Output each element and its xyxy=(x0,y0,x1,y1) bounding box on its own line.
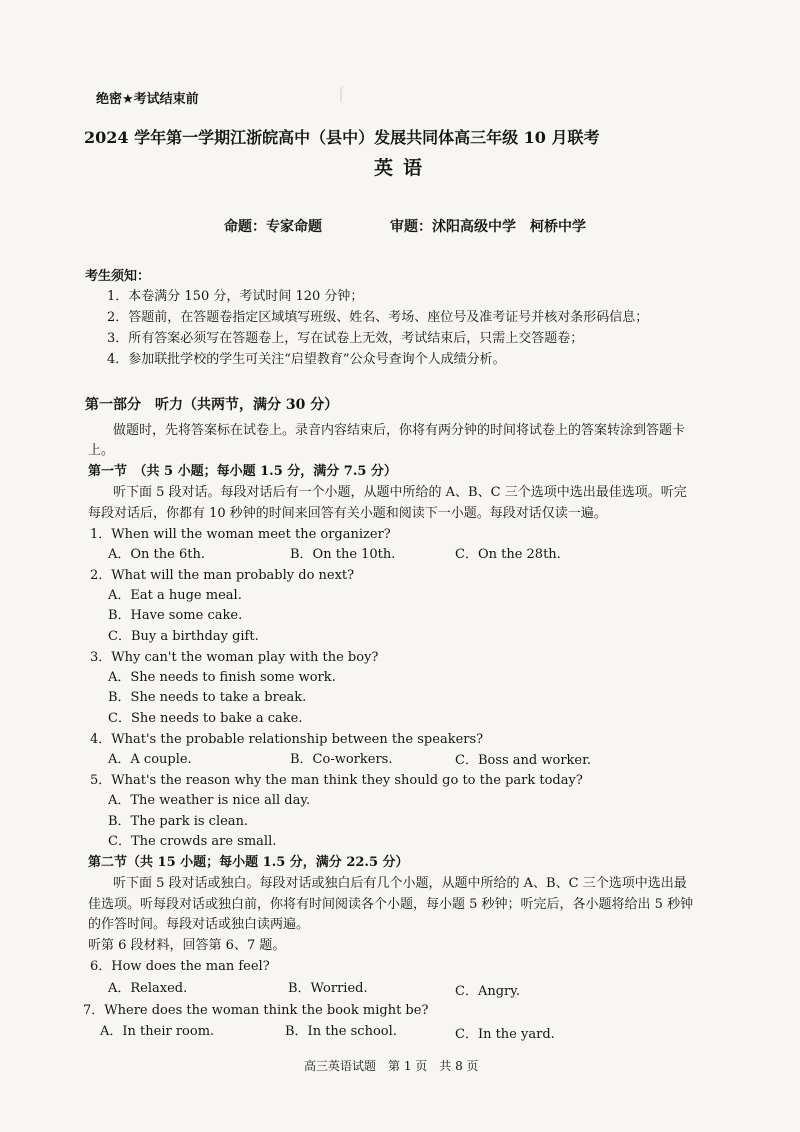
confidential-label: 绝密★考试结束前 xyxy=(96,92,199,107)
question-7-stem: 7．Where does the woman think the book might be? xyxy=(83,1003,429,1018)
question-7-option-c: C．In the yard. xyxy=(455,1027,555,1042)
authors-right: 审题：沭阳高级中学 柯桥中学 xyxy=(390,219,586,235)
question-7-option-a: A．In their room. xyxy=(100,1024,215,1039)
question-3-option-b: B．She needs to take a break. xyxy=(108,690,307,705)
part1-heading: 第一部分 听力（共两节，满分 30 分） xyxy=(85,397,339,413)
question-2-option-b: B．Have some cake. xyxy=(108,608,243,623)
page-footer: 高三英语试题 第 1 页 共 8 页 xyxy=(304,1059,479,1073)
question-6-option-c: C．Angry. xyxy=(455,984,520,999)
question-5-option-c: C．The crowds are small. xyxy=(108,834,277,849)
question-4-stem: 4．What's the probable relationship between the speakers? xyxy=(90,732,484,747)
question-1-option-c: C．On the 28th. xyxy=(455,547,561,562)
question-2-stem: 2．What will the man probably do next? xyxy=(90,568,355,583)
section2-intro-line3: 的作答时间。每段对话或独白读两遍。 xyxy=(88,917,310,932)
question-1-option-b: B．On the 10th. xyxy=(290,547,396,562)
exam-title: 2024 学年第一学期江浙皖高中（县中）发展共同体高三年级 10 月联考 xyxy=(84,128,600,147)
question-2-option-c: C．Buy a birthday gift. xyxy=(108,629,259,644)
part1-intro-line1: 做题时，先将答案标在试卷上。录音内容结束后，你将有两分钟的时间将试卷上的答案转涂到答题卡 xyxy=(113,423,686,438)
question-6-option-b: B．Worried. xyxy=(288,981,368,996)
question-4-option-b: B．Co-workers. xyxy=(290,752,393,767)
section2-intro-line2: 佳选项。听每段对话或独白前，你将有时间阅读各个小题，每小题 5 秒钟；听完后，各小题将给出 5 秒钟 xyxy=(88,897,694,912)
question-3-stem: 3．Why can't the woman play with the boy? xyxy=(90,650,379,665)
section2-heading: 第二节（共 15 小题；每小题 1.5 分，满分 22.5 分） xyxy=(88,855,409,870)
question-5-option-b: B．The park is clean. xyxy=(108,814,249,829)
question-1-stem: 1．When will the woman meet the organizer? xyxy=(90,527,391,542)
question-5-option-a: A．The weather is nice all day. xyxy=(108,793,311,808)
notice-item: 1．本卷满分 150 分，考试时间 120 分钟； xyxy=(107,289,364,304)
question-5-stem: 5．What's the reason why the man think they should go to the park today? xyxy=(90,773,583,788)
notice-item: 4．参加联批学校的学生可关注“启望教育”公众号查询个人成绩分析。 xyxy=(107,352,506,367)
question-3-option-a: A．She needs to finish some work. xyxy=(108,670,336,685)
question-3-option-c: C．She needs to bake a cake. xyxy=(108,711,303,726)
question-6-stem: 6．How does the man feel? xyxy=(90,959,270,974)
section1-intro-line2: 每段对话后，你都有 10 秒钟的时间来回答有关小题和阅读下一小题。每段对话仅读一遍。 xyxy=(88,506,607,521)
question-4-option-a: A．A couple. xyxy=(108,752,192,767)
part1-intro-line2: 上。 xyxy=(88,443,115,458)
question-4-option-c: C．Boss and worker. xyxy=(455,753,592,768)
notice-item: 2．答题前，在答题卷指定区域填写班级、姓名、考场、座位号及准考证号并核对条形码信息； xyxy=(107,310,649,325)
material-6-instruction: 听第 6 段材料，回答第 6、7 题。 xyxy=(88,938,286,953)
section1-heading: 第一节 （共 5 小题；每小题 1.5 分，满分 7.5 分） xyxy=(88,464,397,479)
question-1-option-a: A．On the 6th. xyxy=(108,547,205,562)
section2-intro-line1: 听下面 5 段对话或独白。每段对话或独白后有几个小题，从题中所给的 A、B、C 三个选项中选出最 xyxy=(113,876,687,891)
subject-title: 英语 xyxy=(374,157,433,179)
notice-heading: 考生须知： xyxy=(85,269,151,284)
question-6-option-a: A．Relaxed. xyxy=(108,981,188,996)
notice-item: 3．所有答案必须写在答题卷上，写在试卷上无效，考试结束后，只需上交答题卷； xyxy=(107,331,584,346)
authors-left: 命题：专家命题 xyxy=(224,219,322,235)
question-2-option-a: A．Eat a huge meal. xyxy=(108,588,242,603)
scan-mark xyxy=(340,86,350,104)
question-7-option-b: B．In the school. xyxy=(285,1024,397,1039)
section1-intro-line1: 听下面 5 段对话。每段对话后有一个小题，从题中所给的 A、B、C 三个选项中选出最佳选项。听完 xyxy=(113,485,687,500)
